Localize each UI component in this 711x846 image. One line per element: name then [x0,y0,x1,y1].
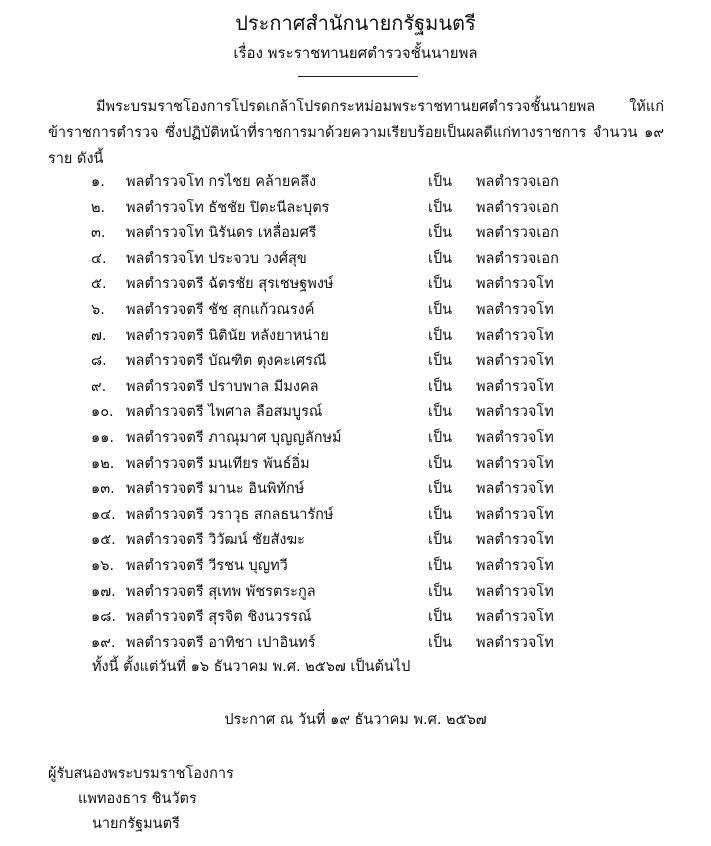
item-connector: เป็น [428,404,453,421]
list-item [0,503,711,529]
officer-name: พลตำรวจตรี ภาณุมาศ บุญญลักษม์ [126,429,342,446]
list-item [0,452,711,478]
item-number: ๒. [91,199,106,216]
new-rank: พลตำรวจโท [476,301,554,318]
list-item [0,605,711,631]
officer-name: พลตำรวจตรี บัณฑิต ตุงคะเศรณี [126,353,327,370]
list-item [0,221,711,247]
list-item [0,349,711,375]
item-connector: เป็น [428,481,453,498]
new-rank: พลตำรวจเอก [476,174,559,190]
item-number: ๑๙. [91,634,116,651]
new-rank: พลตำรวจโท [476,404,554,421]
officer-name: พลตำรวจตรี ไพศาล ลือสมบูรณ์ [126,404,323,421]
item-number: ๔. [91,250,107,267]
item-number: ๑๒. [91,455,115,472]
officer-name: พลตำรวจโท ธัชชัย ปิตะนีละบุตร [126,199,330,216]
promotion-list [0,170,711,656]
list-item [0,298,711,324]
list-item [0,426,711,452]
item-connector: เป็น [428,634,453,651]
officer-name: พลตำรวจตรี อาทิชา เปาอินทร์ [126,634,316,651]
officer-name: พลตำรวจโท นิรันดร เหลื่อมศรี [126,225,317,242]
item-number: ๑. [91,174,105,190]
new-rank: พลตำรวจโท [476,353,554,370]
item-number: ๗. [91,327,107,344]
item-connector: เป็น [428,174,453,190]
item-connector: เป็น [428,532,453,549]
new-rank: พลตำรวจเอก [476,250,559,267]
new-rank: พลตำรวจโท [476,276,554,293]
new-rank: พลตำรวจโท [476,455,554,472]
item-number: ๘. [91,353,107,370]
list-item [0,477,711,503]
signatory-title: นายกรัฐมนตรี [92,816,180,832]
new-rank: พลตำรวจเอก [476,199,559,216]
item-number: ๑๖. [91,557,115,574]
item-connector: เป็น [428,250,453,267]
officer-name: พลตำรวจโท ประจวบ วงศ์สุข [126,250,307,267]
list-item [0,247,711,273]
item-connector: เป็น [428,378,453,395]
intro-paragraph: มีพระบรมราชโองการโปรดเกล้าโปรดกระหม่อมพระราชทานยศตำรวจชั้นนายพล ให้แก่ข้าราชการตำรวจ ซึ่งปฏิบัติหน้าที่ราชการมาด้วยความเรียบร้อยเป็นผลดีแก่ทางราชการ จำนวน ๑๙ ราย ดังนี้ [48,99,664,167]
announcement-date-line: ประกาศ ณ วันที่ ๑๙ ธันวาคม พ.ศ. ๒๕๖๗ [224,712,487,728]
item-number: ๖. [91,301,105,318]
list-item [0,196,711,222]
item-connector: เป็น [428,609,453,626]
item-number: ๑๐. [91,404,114,421]
officer-name: พลตำรวจตรี นิตินัย หลังยาหน่าย [126,327,329,344]
list-item [0,324,711,350]
item-connector: เป็น [428,327,453,344]
officer-name: พลตำรวจตรี วราวุธ สกลธนารักษ์ [126,506,334,523]
item-connector: เป็น [428,199,453,216]
list-item [0,631,711,657]
new-rank: พลตำรวจโท [476,327,554,344]
item-connector: เป็น [428,506,453,523]
countersign-label: ผู้รับสนองพระบรมราชโองการ [48,766,234,782]
item-number: ๕. [91,276,107,293]
title-divider [298,76,418,77]
officer-name: พลตำรวจตรี สุเทพ พัชรตระกูล [126,583,316,600]
new-rank: พลตำรวจโท [476,583,554,600]
officer-name: พลตำรวจตรี สุรจิต ชิงนวรรณ์ [126,609,312,626]
new-rank: พลตำรวจโท [476,429,554,446]
item-number: ๑๑. [91,429,115,446]
item-connector: เป็น [428,455,453,472]
officer-name: พลตำรวจตรี มานะ อินพิทักษ์ [126,481,305,498]
effective-date-line: ทั้งนี้ ตั้งแต่วันที่ ๑๖ ธันวาคม พ.ศ. ๒๕๖๗ เป็นต้นไป [92,659,411,675]
new-rank: พลตำรวจโท [476,378,554,395]
item-connector: เป็น [428,225,453,242]
item-connector: เป็น [428,301,453,318]
officer-name: พลตำรวจตรี วิวัฒน์ ชัยสังฆะ [126,532,305,549]
officer-name: พลตำรวจตรี วีรชน บุญทวี [126,557,288,574]
new-rank: พลตำรวจโท [476,634,554,651]
new-rank: พลตำรวจเอก [476,225,559,242]
list-item [0,272,711,298]
item-number: ๑๗. [91,583,116,600]
list-item [0,554,711,580]
officer-name: พลตำรวจตรี ชัช สุกแก้วณรงค์ [126,301,315,318]
signatory-name: แพทองธาร ชินวัตร [78,791,197,807]
officer-name: พลตำรวจตรี ปราบพาล มีมงคล [126,378,319,395]
new-rank: พลตำรวจโท [476,532,554,549]
item-number: ๑๘. [91,609,116,626]
officer-name: พลตำรวจตรี มนเทียร พันธ์อิ่ม [126,455,310,472]
item-connector: เป็น [428,429,453,446]
item-number: ๙. [91,378,107,395]
new-rank: พลตำรวจโท [476,609,554,626]
item-number: ๑๔. [91,506,116,523]
new-rank: พลตำรวจโท [476,481,554,498]
item-number: ๑๓. [91,481,115,498]
item-connector: เป็น [428,583,453,600]
officer-name: พลตำรวจตรี ฉัตรชัย สุรเชษฐพงษ์ [126,276,334,293]
new-rank: พลตำรวจโท [476,506,554,523]
list-item [0,375,711,401]
document-subject: เรื่อง พระราชทานยศตำรวจชั้นนายพล [233,44,478,62]
item-connector: เป็น [428,353,453,370]
list-item [0,528,711,554]
item-connector: เป็น [428,557,453,574]
list-item [0,170,711,196]
item-number: ๓. [91,225,106,242]
item-number: ๑๕. [91,532,116,549]
officer-name: พลตำรวจโท กรไชย คล้ายคลึง [126,174,317,190]
new-rank: พลตำรวจโท [476,557,554,574]
document-title: ประกาศสำนักนายกรัฐมนตรี [235,11,476,35]
list-item [0,580,711,606]
list-item [0,400,711,426]
item-connector: เป็น [428,276,453,293]
